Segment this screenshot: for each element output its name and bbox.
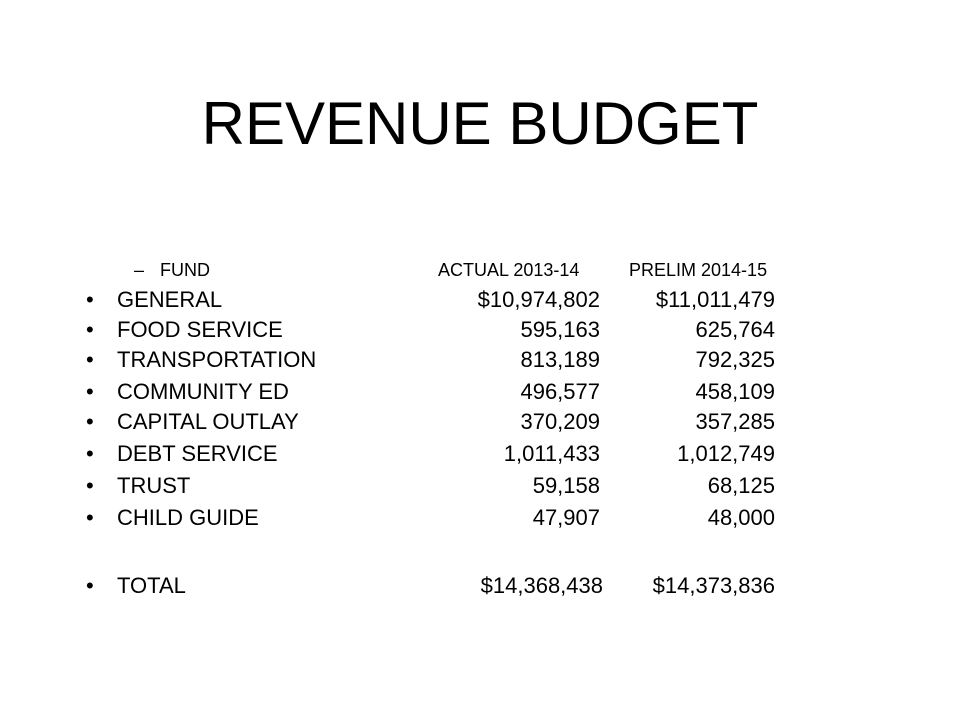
fund-row-trust xyxy=(0,470,960,502)
column-header-row xyxy=(0,258,960,282)
header-fund: FUND xyxy=(160,260,210,280)
header-actual: ACTUAL 2013-14 xyxy=(438,260,580,280)
fund-prelim: 458,109 xyxy=(695,379,775,404)
header-prelim: PRELIM 2014-15 xyxy=(629,260,768,280)
fund-name: FOOD SERVICE xyxy=(117,317,283,342)
fund-actual: 1,011,433 xyxy=(503,441,600,466)
total-actual: $14,368,438 xyxy=(480,573,603,598)
fund-name: COMMUNITY ED xyxy=(117,379,289,404)
fund-name: GENERAL xyxy=(117,287,223,312)
slide-title: REVENUE BUDGET xyxy=(201,90,759,157)
bullet: • xyxy=(86,573,94,598)
fund-row-debt-service xyxy=(0,438,960,470)
fund-row-general xyxy=(0,284,960,316)
bullet: • xyxy=(86,409,94,434)
fund-prelim: 625,764 xyxy=(695,317,775,342)
fund-prelim: 48,000 xyxy=(707,505,775,530)
total-prelim: $14,373,836 xyxy=(652,573,775,598)
fund-prelim: 68,125 xyxy=(707,473,775,498)
bullet: • xyxy=(86,441,94,466)
bullet: • xyxy=(86,473,94,498)
fund-actual: 59,158 xyxy=(532,473,600,498)
fund-name: CAPITAL OUTLAY xyxy=(117,409,299,434)
fund-actual: 47,907 xyxy=(532,505,600,530)
fund-prelim: $11,011,479 xyxy=(655,287,775,312)
fund-actual: 595,163 xyxy=(520,317,600,342)
bullet: • xyxy=(86,287,94,312)
fund-actual: 370,209 xyxy=(520,409,600,434)
fund-row-food-service xyxy=(0,314,960,346)
fund-row-total xyxy=(0,570,960,602)
total-label: TOTAL xyxy=(117,573,186,598)
bullet: • xyxy=(86,505,94,530)
fund-name: TRANSPORTATION xyxy=(117,347,317,372)
fund-prelim: 1,012,749 xyxy=(677,441,775,466)
fund-name: DEBT SERVICE xyxy=(117,441,278,466)
bullet: • xyxy=(86,317,94,342)
fund-name: CHILD GUIDE xyxy=(117,505,259,530)
fund-row-capital-outlay xyxy=(0,406,960,438)
fund-actual: 813,189 xyxy=(520,347,600,372)
bullet: • xyxy=(86,379,94,404)
fund-row-community-ed xyxy=(0,376,960,408)
header-dash: – xyxy=(134,260,145,280)
fund-name: TRUST xyxy=(117,473,191,498)
bullet: • xyxy=(86,347,94,372)
fund-actual: $10,974,802 xyxy=(477,287,600,312)
fund-actual: 496,577 xyxy=(520,379,600,404)
fund-row-child-guide xyxy=(0,502,960,534)
fund-prelim: 357,285 xyxy=(695,409,775,434)
fund-prelim: 792,325 xyxy=(695,347,775,372)
fund-row-transportation xyxy=(0,344,960,376)
